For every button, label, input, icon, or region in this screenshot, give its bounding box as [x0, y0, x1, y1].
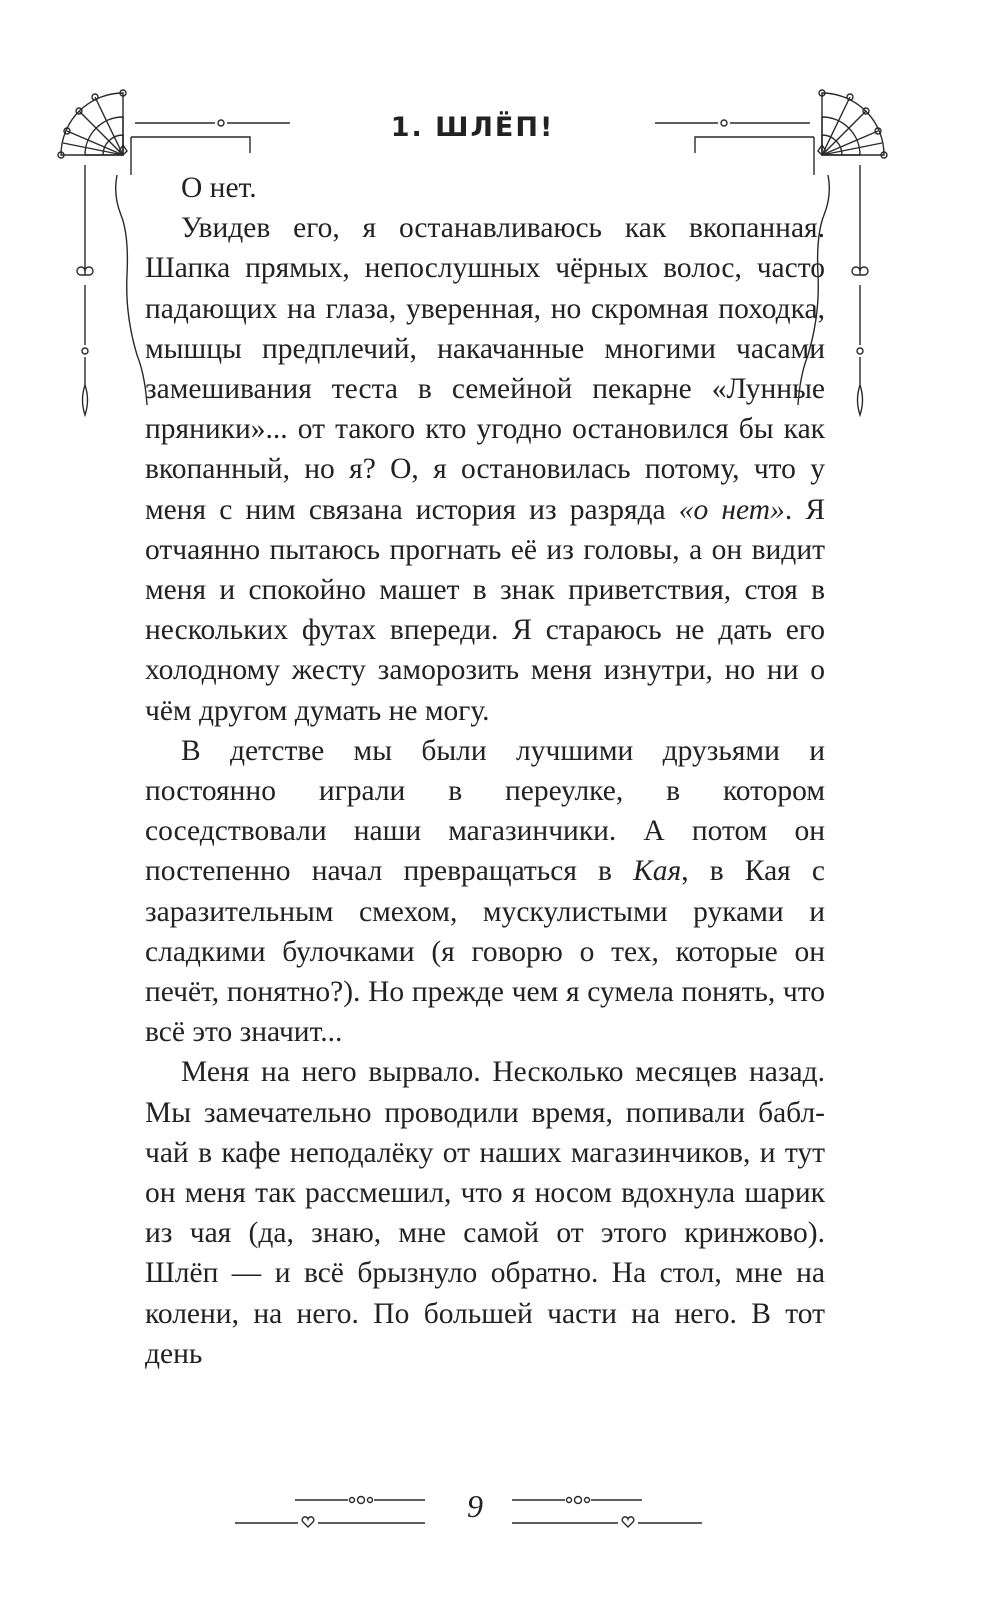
italic-text-run: Кая — [633, 855, 682, 888]
text-run: Увидев его, я останавливаюсь как вкопанная. Шапка прямых, непослушных чёрных волос, часто падающих на глаза, уверенная, но скромная походка, мышцы предплечий, накачанные многими часами замешивания теста в семейной пекарне «Лунные пряники»... от такого кто угодно остановился бы как вкопанный, но я? О, я остановилась потому, что у меня с ним связана история из разряда — [145, 212, 825, 526]
italic-text-run: «о нет» — [678, 493, 785, 526]
text-run: О нет. — [181, 172, 257, 204]
chapter-title: 1. ШЛЁП! — [390, 112, 555, 143]
paragraph — [145, 168, 825, 208]
text-run: . Я отчаянно пытаюсь прогнать её из головы, а он видит меня и спокойно машет в знак приветствия, стоя в нескольких футах впереди. Я стараюсь не дать его холодному жесту заморозить меня изнутри, но ни о чём другом думать не могу. — [145, 493, 825, 727]
text-run: Меня на него вырвало. Несколько месяцев назад. Мы замечательно проводили время, попивали бабл-чай в кафе неподалёку от наших магазинчиков, и тут он меня так рассмешил, что я носом вдохнула шарик из чая (да, знаю, мне самой от этого кринжово). Шлёп — и всё брызнуло обратно. На стол, мне на колени, на него. По большей части на него. В тот день — [145, 1056, 825, 1370]
paragraph — [145, 731, 825, 1053]
body-text — [145, 168, 825, 1374]
text-run: , в Кая с заразительным смехом, мускулистыми руками и сладкими булочками (я говорю о тех, которые он печёт, понятно?). Но прежде чем я сумела понять, что всё это значит... — [145, 855, 825, 1049]
paragraph — [145, 1052, 825, 1374]
text-run: В детстве мы были лучшими друзьями и постоянно играли в переулке, в котором соседствовали наши магазинчики. А потом он постепенно начал превращаться в — [145, 734, 825, 888]
page-number: 9 — [467, 1488, 483, 1524]
paragraph — [145, 208, 825, 731]
